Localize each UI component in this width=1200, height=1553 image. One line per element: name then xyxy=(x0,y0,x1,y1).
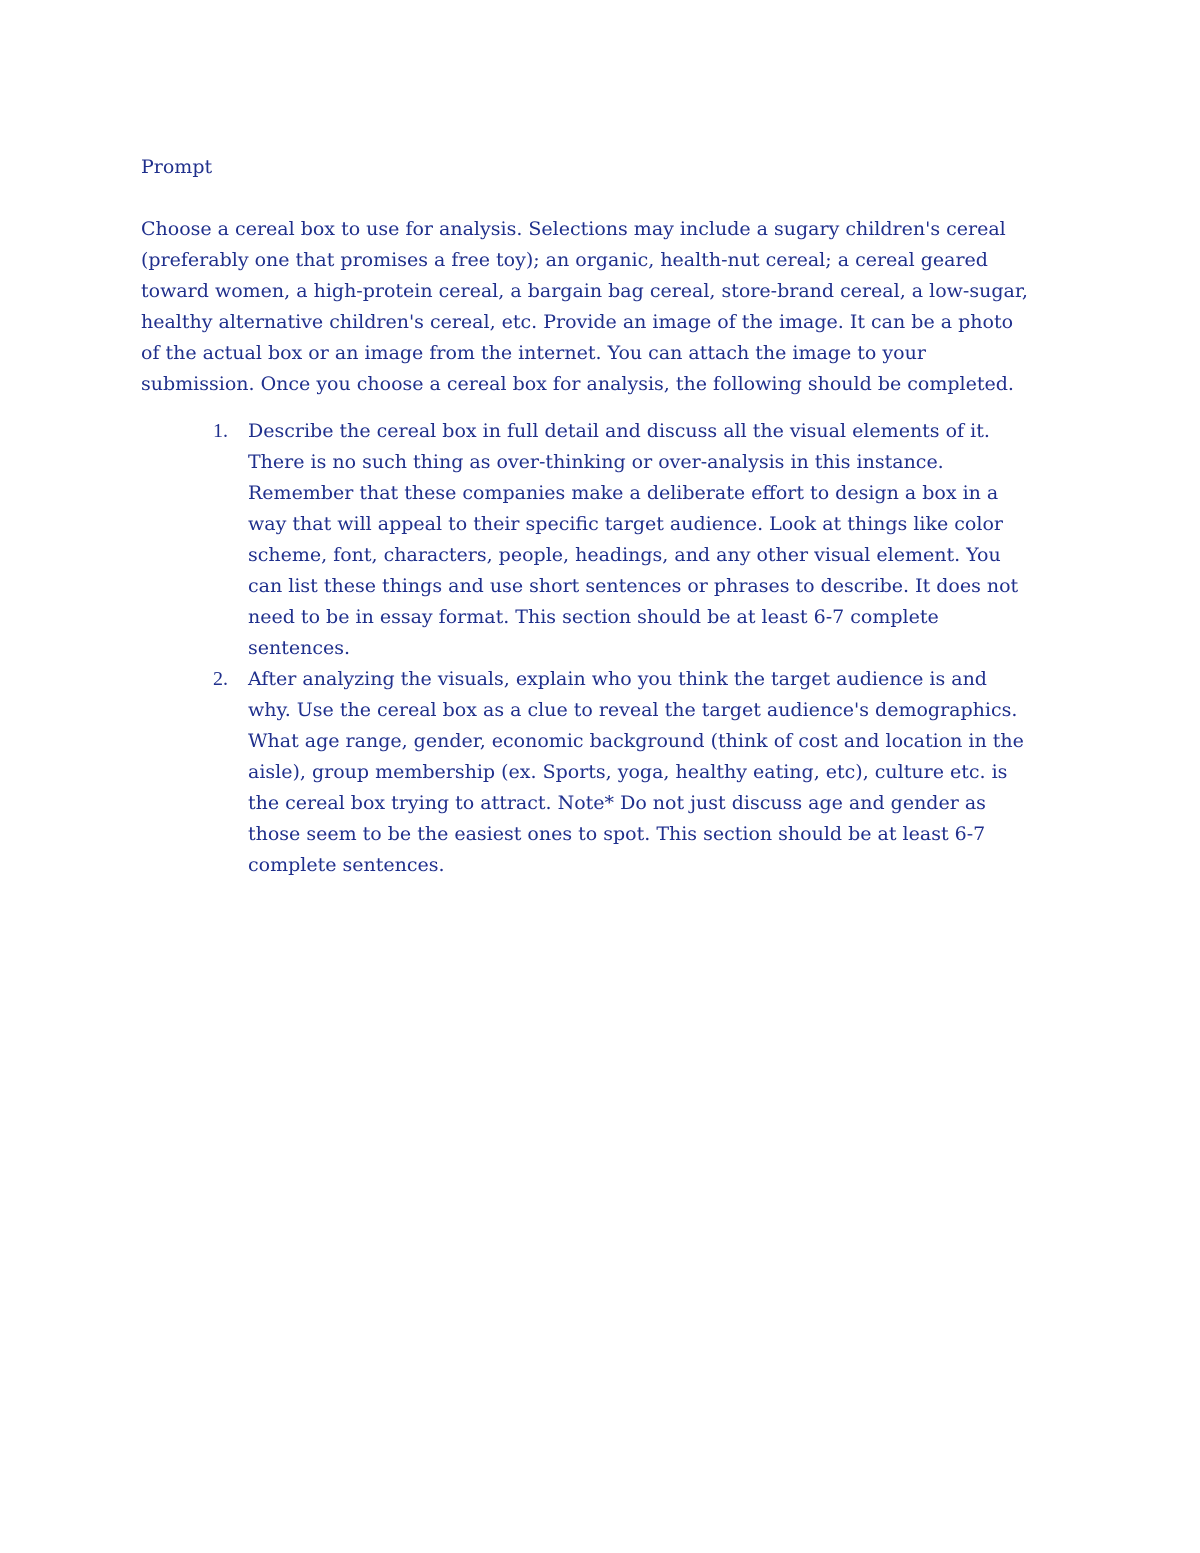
numbered-list xyxy=(141,416,1071,881)
list-item xyxy=(141,416,1071,664)
list-item-line: sentences. xyxy=(248,637,351,659)
list-item-line: need to be in essay format. This section should be at least 6-7 complete xyxy=(248,606,939,628)
list-item-number: 2. xyxy=(213,668,228,690)
intro-line: of the actual box or an image from the internet. You can attach the image to your xyxy=(141,342,926,364)
list-item-line: can list these things and use short sentences or phrases to describe. It does not xyxy=(248,575,1019,597)
intro-line: healthy alternative children's cereal, etc. Provide an image of the image. It can be a photo xyxy=(141,311,1014,333)
list-item-line: There is no such thing as over-thinking or over-analysis in this instance. xyxy=(248,451,944,473)
list-item-line: Remember that these companies make a deliberate effort to design a box in a xyxy=(248,482,999,504)
list-item-number: 1. xyxy=(213,420,228,442)
list-item-line: the cereal box trying to attract. Note* Do not just discuss age and gender as xyxy=(248,792,986,814)
document-content xyxy=(141,152,1071,881)
list-item-line: why. Use the cereal box as a clue to reveal the target audience's demographics. xyxy=(248,699,1018,721)
intro-line: Choose a cereal box to use for analysis. Selections may include a sugary children's cereal xyxy=(141,218,1006,240)
list-item xyxy=(141,664,1071,881)
intro-line: (preferably one that promises a free toy); an organic, health-nut cereal; a cereal geared xyxy=(141,249,988,271)
list-item-line: scheme, font, characters, people, headings, and any other visual element. You xyxy=(248,544,1001,566)
list-item-line: those seem to be the easiest ones to spot. This section should be at least 6-7 xyxy=(248,823,986,845)
list-item-line: aisle), group membership (ex. Sports, yoga, healthy eating, etc), culture etc. is xyxy=(248,761,1008,783)
list-item-line: way that will appeal to their specific target audience. Look at things like color xyxy=(248,513,1003,535)
document-heading: Prompt xyxy=(141,156,213,178)
intro-paragraph xyxy=(141,214,1071,400)
list-item-line: What age range, gender, economic background (think of cost and location in the xyxy=(248,730,1024,752)
list-item-line: After analyzing the visuals, explain who you think the target audience is and xyxy=(248,668,987,690)
intro-line: submission. Once you choose a cereal box for analysis, the following should be completed. xyxy=(141,373,1014,395)
intro-line: toward women, a high-protein cereal, a bargain bag cereal, store-brand cereal, a low-sugar, xyxy=(141,280,1028,302)
list-item-line: Describe the cereal box in full detail and discuss all the visual elements of it. xyxy=(248,420,990,442)
list-item-line: complete sentences. xyxy=(248,854,445,876)
